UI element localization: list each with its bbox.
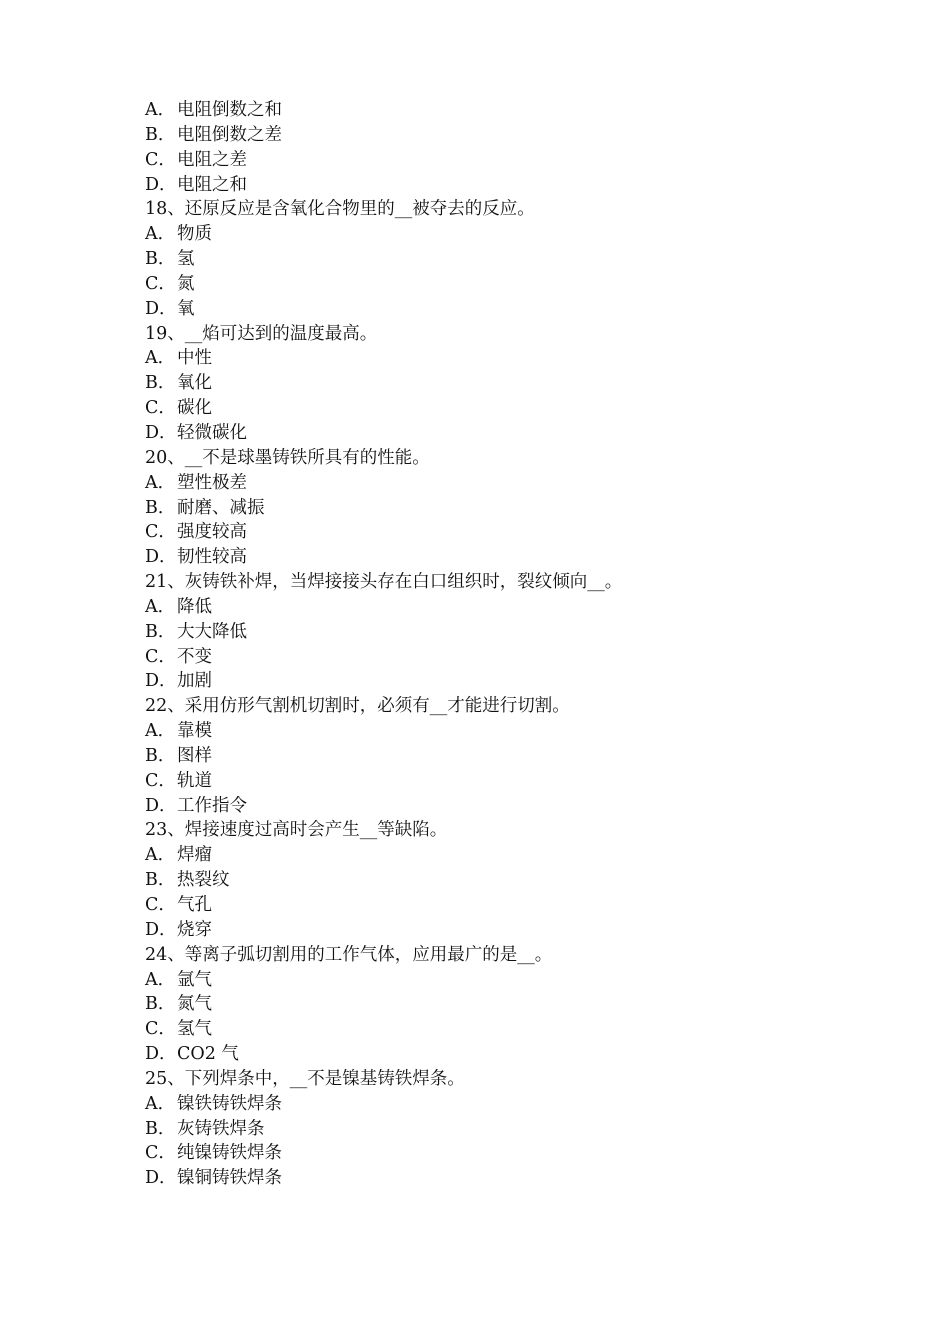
question-line bbox=[145, 818, 865, 843]
question-text: 灰铸铁补焊，当焊接接头存在白口组织时，裂纹倾向__。 bbox=[184, 572, 623, 593]
option-text: 镍铜铸铁焊条 bbox=[177, 1168, 282, 1189]
option-line bbox=[145, 893, 865, 918]
option-text: 氢 bbox=[177, 249, 195, 270]
option-text: 氩气 bbox=[177, 969, 212, 990]
option-line bbox=[145, 992, 865, 1017]
option-line bbox=[145, 496, 865, 521]
option-line bbox=[145, 719, 865, 744]
option-line bbox=[145, 123, 865, 148]
option-text: 电阻倒数之和 bbox=[177, 100, 282, 120]
option-text: 轨道 bbox=[177, 770, 212, 791]
option-line bbox=[145, 645, 865, 670]
option-letter: A． bbox=[145, 969, 176, 990]
option-line bbox=[145, 1092, 865, 1117]
option-letter: D． bbox=[145, 547, 177, 568]
option-letter: C． bbox=[145, 522, 176, 543]
question-line bbox=[145, 197, 865, 222]
option-text: 工作指令 bbox=[177, 795, 247, 816]
question-line bbox=[145, 943, 865, 968]
option-text: 气孔 bbox=[177, 895, 212, 915]
option-letter: C． bbox=[145, 770, 176, 791]
option-letter: A． bbox=[145, 1093, 176, 1114]
option-letter: D． bbox=[145, 795, 177, 816]
option-text: 中性 bbox=[177, 348, 212, 369]
option-line bbox=[145, 968, 865, 993]
question-line bbox=[145, 446, 865, 471]
option-letter: B． bbox=[145, 497, 176, 518]
question-number: 21、 bbox=[145, 572, 185, 593]
option-line bbox=[145, 620, 865, 645]
option-letter: C． bbox=[145, 398, 176, 419]
option-line bbox=[145, 297, 865, 322]
option-letter: C． bbox=[145, 1143, 176, 1164]
option-letter: D． bbox=[145, 298, 177, 319]
option-letter: D． bbox=[145, 919, 177, 940]
option-letter: A． bbox=[145, 100, 176, 120]
option-text: 烧穿 bbox=[177, 919, 212, 940]
option-line bbox=[145, 1042, 865, 1067]
option-line bbox=[145, 843, 865, 868]
option-line bbox=[145, 1166, 865, 1191]
option-text: 氧 bbox=[177, 298, 195, 319]
option-text: 加剧 bbox=[177, 671, 212, 692]
option-line bbox=[145, 520, 865, 545]
option-text: 强度较高 bbox=[177, 522, 247, 543]
option-text: 焊瘤 bbox=[177, 845, 212, 866]
option-letter: B． bbox=[145, 994, 176, 1015]
option-text: 纯镍铸铁焊条 bbox=[177, 1143, 282, 1164]
option-line bbox=[145, 868, 865, 893]
option-letter: B． bbox=[145, 1118, 176, 1139]
option-line bbox=[145, 744, 865, 769]
question-number: 20、 bbox=[145, 447, 185, 468]
option-line bbox=[145, 545, 865, 570]
option-line bbox=[145, 1017, 865, 1042]
option-text: 图样 bbox=[177, 745, 212, 766]
option-letter: B． bbox=[145, 373, 176, 394]
option-line bbox=[145, 669, 865, 694]
question-line bbox=[145, 322, 865, 347]
question-text: 还原反应是含氧化合物里的__被夺去的反应。 bbox=[184, 199, 535, 220]
option-letter: B． bbox=[145, 870, 176, 891]
option-letter: A． bbox=[145, 472, 176, 493]
option-letter: C． bbox=[145, 273, 176, 294]
option-text: CO2 气 bbox=[177, 1044, 239, 1065]
option-letter: B． bbox=[145, 124, 176, 145]
option-text: 氢气 bbox=[177, 1019, 212, 1040]
option-line bbox=[145, 1117, 865, 1142]
option-line bbox=[145, 1141, 865, 1166]
option-line bbox=[145, 918, 865, 943]
option-text: 灰铸铁焊条 bbox=[177, 1118, 265, 1139]
question-number: 25、 bbox=[145, 1068, 185, 1089]
option-letter: D． bbox=[145, 422, 177, 443]
question-line bbox=[145, 1067, 865, 1092]
option-letter: D． bbox=[145, 174, 177, 195]
option-line bbox=[145, 595, 865, 620]
option-text: 氮气 bbox=[177, 994, 212, 1015]
option-text: 降低 bbox=[177, 596, 212, 617]
question-text: __焰可达到的温度最高。 bbox=[184, 323, 378, 344]
option-line bbox=[145, 794, 865, 819]
option-line bbox=[145, 421, 865, 446]
option-text: 电阻之差 bbox=[177, 149, 247, 170]
option-line bbox=[145, 98, 865, 123]
option-letter: B． bbox=[145, 249, 176, 270]
question-number: 19、 bbox=[145, 323, 185, 344]
option-text: 韧性较高 bbox=[177, 547, 247, 568]
option-line bbox=[145, 222, 865, 247]
option-text: 塑性极差 bbox=[177, 472, 247, 493]
option-text: 氮 bbox=[177, 273, 195, 294]
option-letter: A． bbox=[145, 721, 176, 742]
question-text: 等离子弧切割用的工作气体，应用最广的是__。 bbox=[184, 944, 553, 965]
option-line bbox=[145, 247, 865, 272]
option-text: 镍铁铸铁焊条 bbox=[177, 1093, 282, 1114]
option-letter: D． bbox=[145, 671, 177, 692]
option-text: 轻微碳化 bbox=[177, 422, 247, 443]
option-line bbox=[145, 148, 865, 173]
option-line bbox=[145, 346, 865, 371]
option-text: 电阻倒数之差 bbox=[177, 124, 282, 145]
option-letter: D． bbox=[145, 1044, 177, 1065]
option-letter: C． bbox=[145, 149, 176, 170]
option-letter: A． bbox=[145, 348, 176, 369]
option-letter: A． bbox=[145, 596, 176, 617]
option-text: 氧化 bbox=[177, 373, 212, 394]
question-list bbox=[145, 98, 865, 1191]
option-letter: A． bbox=[145, 224, 176, 245]
option-text: 大大降低 bbox=[177, 621, 247, 642]
option-letter: B． bbox=[145, 745, 176, 766]
option-text: 物质 bbox=[177, 224, 212, 245]
question-number: 22、 bbox=[145, 696, 185, 717]
option-letter: A． bbox=[145, 845, 176, 866]
option-letter: C． bbox=[145, 895, 176, 915]
option-text: 耐磨、减振 bbox=[177, 497, 265, 518]
question-number: 18、 bbox=[145, 199, 185, 220]
question-number: 23、 bbox=[145, 820, 185, 841]
option-letter: C． bbox=[145, 646, 176, 667]
option-letter: C． bbox=[145, 1019, 176, 1040]
option-text: 靠模 bbox=[177, 721, 212, 742]
option-text: 热裂纹 bbox=[177, 870, 230, 891]
option-line bbox=[145, 396, 865, 421]
option-text: 电阻之和 bbox=[177, 174, 247, 195]
option-line bbox=[145, 769, 865, 794]
question-text: 焊接速度过高时会产生__等缺陷。 bbox=[184, 820, 448, 841]
option-letter: D． bbox=[145, 1168, 177, 1189]
option-line bbox=[145, 371, 865, 396]
option-letter: B． bbox=[145, 621, 176, 642]
question-line bbox=[145, 694, 865, 719]
question-text: __不是球墨铸铁所具有的性能。 bbox=[184, 447, 430, 468]
option-line bbox=[145, 173, 865, 198]
question-line bbox=[145, 570, 865, 595]
question-text: 采用仿形气割机切割时，必须有__才能进行切割。 bbox=[184, 696, 570, 717]
option-line bbox=[145, 471, 865, 496]
question-number: 24、 bbox=[145, 944, 185, 965]
question-text: 下列焊条中，__不是镍基铸铁焊条。 bbox=[184, 1068, 465, 1089]
option-text: 不变 bbox=[177, 646, 212, 667]
option-line bbox=[145, 272, 865, 297]
option-text: 碳化 bbox=[177, 398, 212, 419]
